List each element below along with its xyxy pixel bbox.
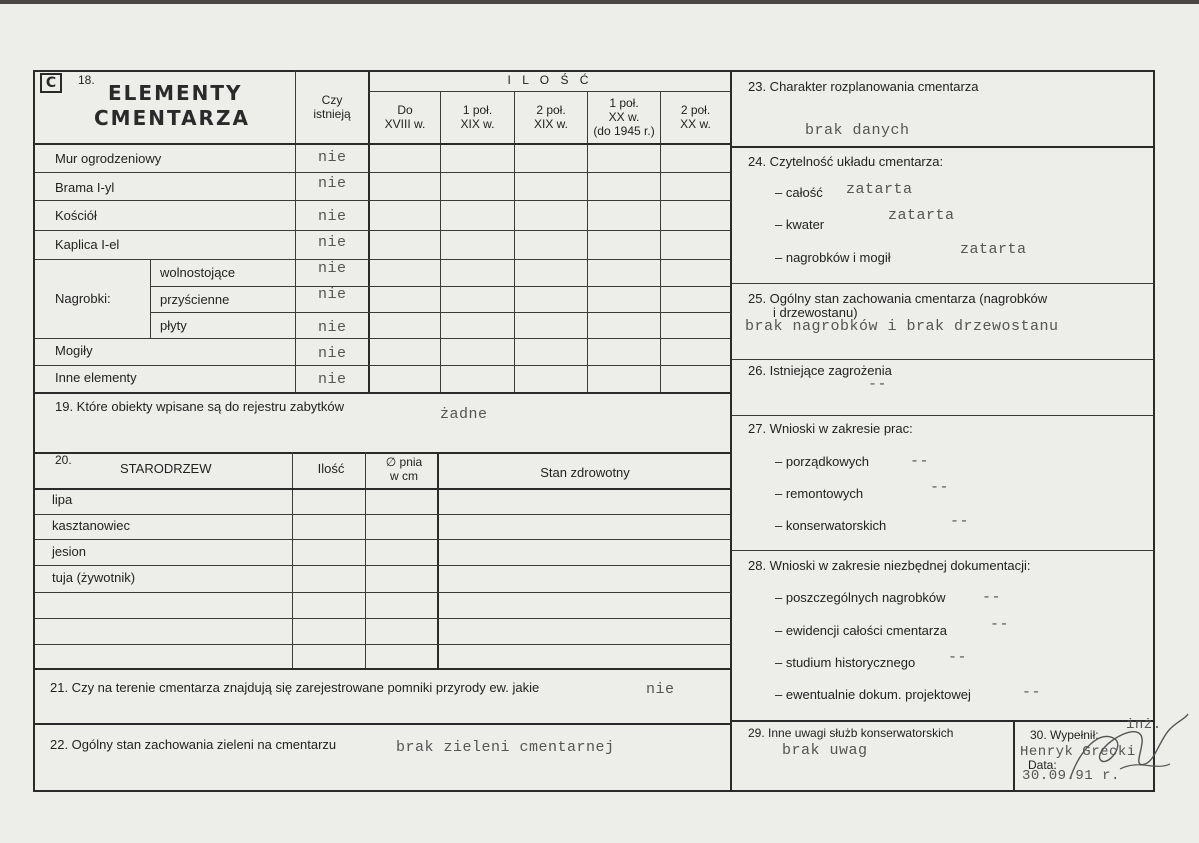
row-label-brama: Brama I-yl	[55, 180, 115, 195]
q29-label: 29. Inne uwagi służb konserwatorskich	[748, 726, 954, 740]
row-label-mogily: Mogiły	[55, 343, 93, 358]
tree-jesion: jesion	[52, 544, 86, 559]
q27-item-konserwatorskich: – konserwatorskich	[775, 518, 887, 533]
q24-item-calosc: – całość	[775, 185, 823, 200]
center-divider	[730, 71, 732, 791]
q30-date-label: Data:	[1028, 758, 1057, 772]
row-line	[35, 143, 730, 145]
q27-label: 27. Wnioski w zakresie prac:	[748, 421, 913, 436]
row-line	[35, 452, 730, 454]
col-line	[292, 452, 293, 668]
row-label-nagrobki: Nagrobki:	[55, 291, 111, 306]
q30-title: inż.	[1126, 717, 1162, 733]
row-line	[35, 644, 730, 645]
q27-value-porzadkowych: --	[910, 453, 930, 470]
row-line	[732, 146, 1154, 148]
q20-number: 20.	[55, 453, 72, 467]
section-letter-box: C	[40, 73, 62, 93]
row-label-kosciol: Kościół	[55, 208, 97, 223]
q24-item-nagrobkow: – nagrobków i mogił	[775, 250, 891, 265]
q20-col-pien: ∅ pnia w cm	[385, 455, 423, 483]
col-exists-header: Czy istnieją	[313, 93, 351, 121]
q25-label-line2: i drzewostanu)	[773, 305, 858, 320]
q28-label: 28. Wnioski w zakresie niezbędnej dokumentacji:	[748, 558, 1031, 573]
q28-value-studium: --	[948, 649, 968, 666]
value-brama: nie	[318, 175, 347, 192]
row-line	[732, 550, 1154, 551]
q20-title: STARODRZEW	[120, 461, 212, 476]
q28-value-projektowej: --	[1022, 684, 1042, 701]
q25-label-line1: 25. Ogólny stan zachowania cmentarza (nagrobków	[748, 291, 1048, 306]
q23-value: brak danych	[805, 122, 910, 139]
row-line	[35, 514, 730, 515]
col-line	[1013, 720, 1015, 792]
section-title-line1: ELEMENTY	[108, 81, 243, 105]
tree-kasztanowiec: kasztanowiec	[52, 518, 131, 533]
section-title-line2: CMENTARZA	[94, 106, 250, 130]
q28-item-nagrobkow: – poszczególnych nagrobków	[775, 590, 946, 605]
q23-label: 23. Charakter rozplanowania cmentarza	[748, 79, 979, 94]
tree-lipa: lipa	[52, 492, 73, 507]
row-line	[35, 230, 730, 231]
value-inne: nie	[318, 371, 347, 388]
q26-label: 26. Istniejące zagrożenia	[748, 363, 892, 378]
q24-value-calosc: zatarta	[846, 181, 913, 198]
q21-value: nie	[646, 681, 675, 698]
q30-name: Henryk Grecki	[1020, 744, 1136, 760]
row-line	[732, 359, 1154, 360]
q29-value: brak uwag	[782, 742, 868, 759]
q21-label: 21. Czy na terenie cmentarza znajdują się zarejestrowane pomniki przyrody ew. jakie	[50, 680, 540, 695]
q26-value: --	[868, 376, 888, 393]
q28-item-studium: – studium historycznego	[775, 655, 916, 670]
q30-label: 30. Wypełnił:	[1030, 728, 1099, 742]
row-label-inne: Inne elementy	[55, 370, 137, 385]
value-wolnostojace: nie	[318, 260, 347, 277]
q27-value-remontowych: --	[930, 479, 950, 496]
q20-col-stan: Stan zdrowotny	[540, 465, 630, 480]
row-line	[35, 338, 730, 339]
row-line	[150, 286, 730, 287]
value-przyscienne: nie	[318, 286, 347, 303]
tree-tuja: tuja (żywotnik)	[52, 570, 136, 585]
value-kaplica: nie	[318, 234, 347, 251]
q24-item-kwater: – kwater	[775, 217, 825, 232]
q19-value: żadne	[440, 406, 488, 423]
q28-item-projektowej: – ewentualnie dokum. projektowej	[775, 687, 971, 702]
section-number: 18.	[78, 73, 95, 87]
value-mur: nie	[318, 149, 347, 166]
q25-value: brak nagrobków i brak drzewostanu	[745, 318, 1059, 335]
row-line	[35, 539, 730, 540]
col-line	[440, 91, 441, 392]
form-sheet	[0, 4, 1199, 843]
period-header-2: 1 poł. XIX w.	[460, 103, 495, 131]
row-line	[35, 365, 730, 366]
row-line	[35, 592, 730, 593]
row-line	[35, 618, 730, 619]
q27-item-remontowych: – remontowych	[775, 486, 864, 501]
row-label-mur: Mur ogrodzeniowy	[55, 151, 162, 166]
q28-value-ewidencji: --	[990, 616, 1010, 633]
row-line	[35, 723, 730, 725]
col-line	[660, 91, 661, 392]
row-line	[35, 668, 730, 670]
period-header-1: Do XVIII w.	[384, 103, 426, 131]
q24-value-kwater: zatarta	[888, 207, 955, 224]
q27-item-porzadkowych: – porządkowych	[775, 454, 869, 469]
row-line	[35, 200, 730, 201]
row-label-plyty: płyty	[160, 318, 187, 333]
row-line	[35, 392, 730, 394]
row-line	[35, 488, 730, 490]
col-line	[365, 452, 366, 668]
q27-value-konserwatorskich: --	[950, 513, 970, 530]
ilosc-header: I L O Ś Ć	[507, 73, 593, 87]
q24-value-nagrobkow: zatarta	[960, 241, 1027, 258]
row-line	[368, 91, 730, 92]
q30-date: 30.09.91 r.	[1022, 768, 1120, 784]
col-line	[514, 91, 515, 392]
row-label-przyscienne: przyścienne	[160, 292, 230, 307]
col-line	[295, 71, 296, 392]
q24-label: 24. Czytelność układu cmentarza:	[748, 154, 944, 169]
period-header-3: 2 poł. XIX w.	[533, 103, 568, 131]
signature-icon	[1060, 709, 1190, 789]
row-line	[35, 259, 730, 260]
row-line	[732, 283, 1154, 284]
period-header-4: 1 poł. XX w. (do 1945 r.)	[593, 96, 655, 138]
q20-col-ilosc: Ilość	[317, 461, 345, 476]
value-mogily: nie	[318, 345, 347, 362]
row-line	[150, 312, 730, 313]
col-line	[437, 452, 439, 668]
row-label-kaplica: Kaplica I-el	[55, 237, 120, 252]
value-kosciol: nie	[318, 208, 347, 225]
col-line	[150, 259, 151, 338]
q28-item-ewidencji: – ewidencji całości cmentarza	[775, 623, 947, 638]
row-line	[35, 172, 730, 173]
q19-label: 19. Które obiekty wpisane są do rejestru zabytków	[55, 399, 345, 414]
period-header-5: 2 poł. XX w.	[680, 103, 711, 131]
row-label-wolnostojace: wolnostojące	[160, 265, 236, 280]
row-line	[732, 415, 1154, 416]
value-plyty: nie	[318, 319, 347, 336]
row-line	[35, 565, 730, 566]
q22-label: 22. Ogólny stan zachowania zieleni na cmentarzu	[50, 737, 337, 752]
q22-value: brak zieleni cmentarnej	[396, 739, 615, 756]
q28-value-nagrobkow: --	[982, 589, 1002, 606]
